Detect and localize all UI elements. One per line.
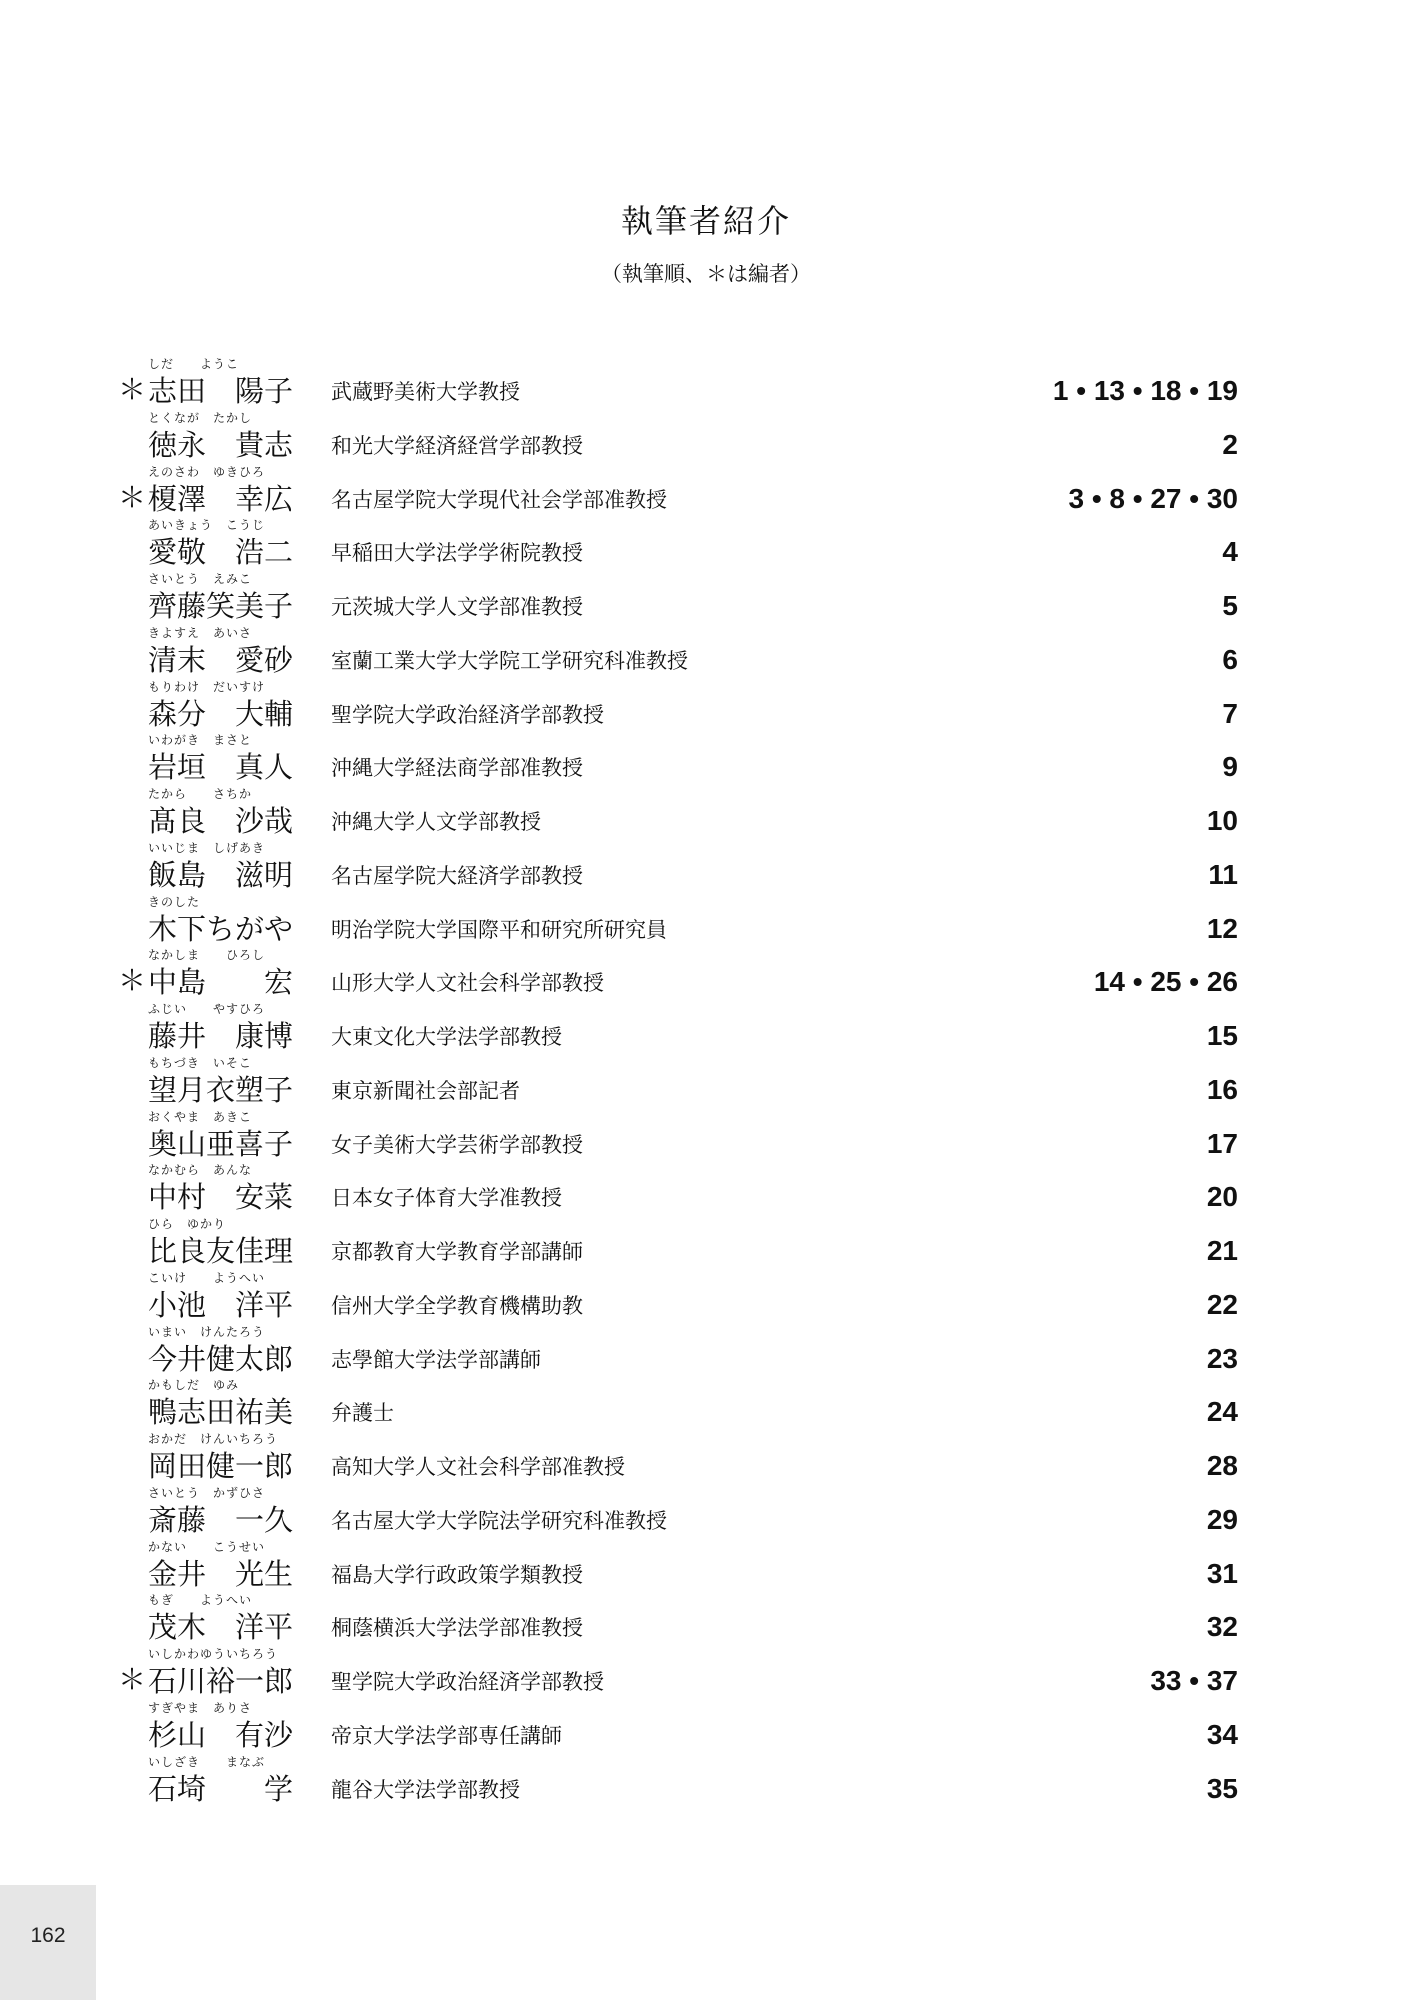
author-row [118,893,1238,947]
author-affiliation: 武蔵野美術大学教授 [331,380,520,404]
author-affiliation: 高知大学人文社会科学部准教授 [331,1455,625,1479]
author-name-reading: かもしだ ゆみ [148,1378,240,1393]
author-name: 徳永 貴志 [148,427,294,462]
author-row [118,1108,1238,1162]
author-name: 茂木 洋平 [148,1610,294,1645]
author-sections: 22 [1206,1288,1238,1320]
author-name: 比良友佳理 [148,1234,294,1268]
author-row [118,355,1238,409]
author-row [118,1161,1238,1215]
author-affiliation: 志學館大学法学部講師 [331,1347,541,1372]
author-affiliation: 信州大学全学教育機構助教 [331,1293,583,1318]
author-sections: 29 [1206,1503,1238,1535]
author-row [118,839,1238,893]
author-sections: 20 [1206,1181,1238,1213]
author-name-reading: さいとう かずひさ [148,1485,266,1500]
author-sections: 34 [1206,1718,1238,1750]
author-name: 今井健太郎 [148,1341,294,1376]
author-sections: 21 [1206,1235,1238,1266]
author-sections: 32 [1206,1611,1238,1643]
page-number: 162 [30,1924,66,1947]
author-name: 岩垣 真人 [148,750,294,785]
author-row [118,516,1238,570]
author-row [118,678,1238,732]
page-subtitle: （執筆順、＊は編者） [601,262,811,286]
author-affiliation: 沖縄大学人文学部教授 [331,810,541,834]
author-name-reading: いしざき まなぶ [148,1754,266,1769]
author-affiliation: 和光大学経済経営学部教授 [331,433,583,458]
author-sections: 33 • 37 [1150,1665,1238,1696]
author-name-reading: きよすえ あいさ [148,625,253,640]
author-name: 志田 陽子 [148,374,294,408]
author-sections: 4 [1222,536,1238,568]
author-affiliation: 帝京大学法学部専任講師 [331,1723,562,1748]
author-row [118,570,1238,624]
author-affiliation: 桐蔭横浜大学法学部准教授 [331,1616,583,1641]
author-name-reading: きのした [148,894,201,909]
author-row [118,1538,1238,1592]
author-affiliation: 聖学院大学政治経済学部教授 [331,702,604,727]
author-sections: 1 • 13 • 18 • 19 [1052,375,1238,406]
author-row [118,1323,1238,1377]
author-name: 斎藤 一久 [148,1502,294,1537]
author-row [118,1484,1238,1538]
author-affiliation: 弁護士 [331,1401,394,1426]
author-name-reading: ふじい やすひろ [148,1002,266,1016]
author-row [118,1000,1238,1054]
author-name-reading: こいけ ようへい [148,1270,266,1285]
author-sections: 16 [1206,1073,1238,1105]
author-sections: 23 [1206,1342,1238,1374]
author-name: 鴨志田祐美 [148,1395,294,1430]
author-sections: 7 [1222,697,1238,729]
author-name: 齊藤笑美子 [148,589,294,623]
author-name-reading: しだ ようこ [148,357,240,371]
author-name-reading: いいじま しげあき [148,840,266,855]
author-affiliation: 山形大学人文社会科学部教授 [331,971,604,996]
author-affiliation: 沖縄大学経法商学部准教授 [331,756,583,781]
author-name: 石川裕一郎 [148,1664,294,1698]
author-row [118,1699,1238,1753]
author-affiliation: 京都教育大学教育学部講師 [331,1240,583,1264]
author-name: 森分 大輔 [148,696,294,731]
author-name-reading: いしかわゆういちろう [148,1647,279,1661]
author-sections: 24 [1206,1396,1238,1428]
author-affiliation: 室蘭工業大学大学院工学研究科准教授 [331,648,688,673]
author-name: 清末 愛砂 [148,642,294,677]
author-name-reading: おかだ けんいちろう [148,1432,279,1446]
author-sections: 2 [1222,428,1238,460]
author-name: 木下ちがや [148,911,294,946]
author-sections: 9 [1222,751,1238,783]
author-affiliation: 日本女子体育大学准教授 [331,1186,562,1211]
author-row [118,1645,1238,1699]
author-name: 愛敬 浩二 [148,535,294,570]
author-name: 小池 洋平 [148,1287,294,1322]
author-affiliation: 女子美術大学芸術学部教授 [331,1132,583,1157]
author-sections: 5 [1222,590,1238,621]
author-name: 飯島 滋明 [148,857,294,892]
author-sections: 14 • 25 • 26 [1093,966,1238,998]
author-row [118,1269,1238,1323]
author-affiliation: 聖学院大学政治経済学部教授 [331,1670,604,1694]
author-sections: 12 [1206,912,1238,944]
author-row [118,1430,1238,1484]
author-name-reading: あいきょう こうじ [148,518,266,533]
author-name: 岡田健一郎 [148,1449,294,1483]
author-affiliation: 早稲田大学法学学術院教授 [331,541,583,566]
author-row [118,463,1238,517]
author-name-reading: すぎやま ありさ [148,1700,253,1715]
editor-mark: ＊ [118,480,147,514]
author-name-reading: なかむら あんな [148,1163,253,1178]
author-affiliation: 元茨城大学人文学部准教授 [331,595,583,619]
author-row [118,1054,1238,1108]
editor-mark: ＊ [118,373,147,406]
author-affiliation: 大東文化大学法学部教授 [331,1025,562,1049]
author-affiliation: 福島大学行政政策学類教授 [331,1562,583,1587]
author-row [118,785,1238,839]
author-row [118,624,1238,678]
author-name: 奥山亜喜子 [148,1126,294,1161]
author-row [118,409,1238,463]
editor-mark: ＊ [118,964,147,998]
author-name-reading: かない こうせい [148,1539,266,1554]
author-row [118,1753,1238,1807]
author-row [118,1376,1238,1430]
author-name-reading: さいとう えみこ [148,572,253,586]
author-affiliation: 龍谷大学法学部教授 [331,1777,520,1802]
author-name-reading: もりわけ だいすけ [148,679,266,694]
author-sections: 31 [1206,1557,1238,1589]
author-affiliation: 名古屋学院大学現代社会学部准教授 [331,487,667,512]
author-list [118,355,1238,1806]
author-name-reading: とくなが たかし [148,410,253,425]
author-name-reading: もちづき いそこ [148,1055,252,1070]
author-sections: 17 [1206,1127,1238,1159]
author-name: 中村 安菜 [148,1180,294,1215]
author-name-reading: おくやま あきこ [148,1109,253,1124]
author-sections: 6 [1222,643,1238,675]
author-name-reading: いわがき まさと [148,733,253,748]
author-name: 髙良 沙哉 [148,804,294,838]
author-row [118,1591,1238,1645]
author-sections: 15 [1206,1020,1238,1051]
author-sections: 28 [1206,1450,1238,1481]
author-name-reading: いまい けんたろう [148,1324,266,1339]
author-name-reading: えのさわ ゆきひろ [148,464,266,479]
author-name: 杉山 有沙 [148,1717,294,1752]
author-affiliation: 名古屋大学大学院法学研究科准教授 [331,1508,667,1533]
author-name-reading: ひら ゆかり [148,1217,227,1231]
author-name-reading: たから さちか [148,787,253,801]
author-sections: 35 [1206,1772,1238,1804]
page-title: 執筆者紹介 [620,202,791,240]
author-affiliation: 名古屋学院大経済学部教授 [331,863,583,888]
author-sections: 10 [1206,805,1238,836]
author-name: 藤井 康博 [148,1019,294,1053]
author-row [118,1215,1238,1269]
author-name-reading: もぎ ようへい [148,1593,253,1608]
author-name: 中島 宏 [148,965,294,1000]
author-name: 榎澤 幸広 [148,481,294,516]
author-affiliation: 東京新聞社会部記者 [331,1078,520,1103]
author-row [118,731,1238,785]
author-name-reading: なかしま ひろし [148,948,266,963]
author-name: 望月衣塑子 [148,1072,294,1107]
author-name: 石埼 学 [148,1771,294,1806]
author-name: 金井 光生 [148,1556,294,1591]
author-sections: 3 • 8 • 27 • 30 [1068,482,1238,514]
author-sections: 11 [1208,858,1238,890]
editor-mark: ＊ [118,1663,147,1696]
author-row [118,946,1238,1000]
author-affiliation: 明治学院大学国際平和研究所研究員 [331,917,667,942]
